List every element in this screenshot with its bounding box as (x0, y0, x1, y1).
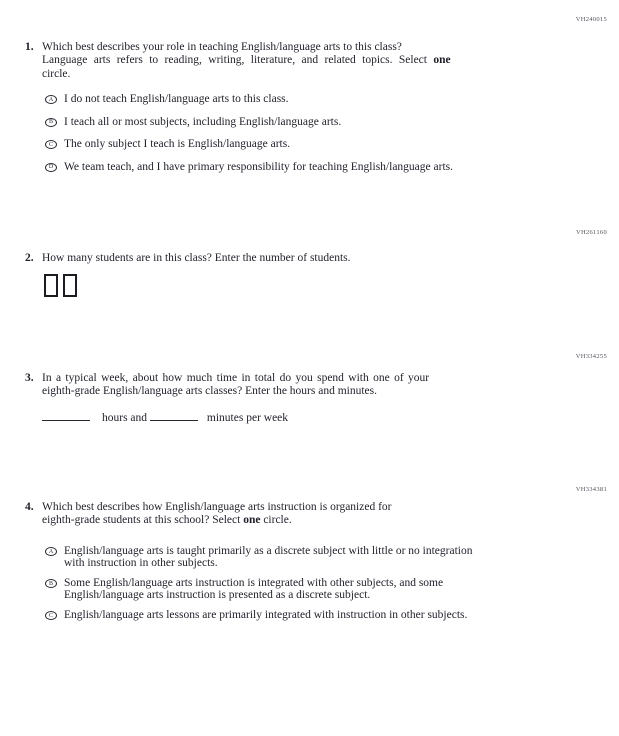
q1-option-b-circle-icon[interactable]: B (45, 118, 57, 127)
q1-option-a (45, 93, 453, 106)
q1-option-d-circle-icon[interactable]: D (45, 163, 57, 172)
q1-option-d-label: We team teach, and I have primary responsibility for teaching English/language arts. (64, 160, 453, 173)
q4-option-c-label (64, 610, 467, 622)
q4-option-a-line-1: English/language arts is taught primarily as a discrete subject with little or no integration (64, 545, 473, 557)
question-2-number: 2. (25, 252, 34, 264)
q4-option-a (45, 546, 472, 569)
question-1-stem-line-3: circle. (42, 67, 71, 80)
q4-option-b-line-2: English/language arts instruction is presented as a discrete subject. (64, 588, 371, 601)
q1-option-c-label: The only subject I teach is English/language arts. (64, 138, 291, 150)
q1-option-a-label: I do not teach English/language arts to this class. (64, 93, 289, 105)
question-1-stem (42, 41, 451, 81)
q1-option-c (45, 138, 453, 151)
q4-option-a-label (64, 546, 472, 569)
q1-option-b (45, 116, 453, 129)
question-4-stem-line-2 (42, 514, 392, 527)
q4-option-b (45, 578, 472, 601)
question-1-stem-line-1: Which best describes your role in teaching English/language arts to this class? (42, 41, 402, 53)
q1-option-c-circle-icon[interactable]: C (45, 140, 57, 149)
question-1-stem-line-2-emphasis: one (433, 54, 451, 67)
minutes-input-blank[interactable] (150, 409, 198, 421)
hours-input-blank[interactable] (42, 409, 90, 421)
question-1-number: 1. (25, 41, 34, 53)
question-1-stem-line-2-text: Language arts refers to reading, writing, literature, and related topics. Select (42, 54, 427, 67)
item-code-3: VH334255 (575, 353, 607, 360)
question-3-stem (42, 372, 429, 399)
question-4-options (45, 546, 472, 631)
q4-option-a-line-2: with instruction in other subjects. (64, 556, 218, 569)
question-3-stem-line-2: eighth-grade English/language arts classes? Enter the hours and minutes. (42, 385, 377, 398)
hours-label: hours and (102, 412, 148, 424)
question-2-stem-line-1: How many students are in this class? Enter the number of students. (42, 252, 351, 264)
q4-option-b-line-1: Some English/language arts instruction is integrated with other subjects, and some (64, 577, 444, 589)
q4-option-c-circle-icon[interactable]: C (45, 611, 57, 620)
question-4-stem-line-2-emphasis: one (243, 514, 261, 527)
question-3-number: 3. (25, 372, 34, 384)
question-4-stem-line-1: Which best describes how English/language arts instruction is organized for (42, 501, 392, 513)
q3-time-entry-row (42, 409, 288, 425)
item-code-1: VH240015 (575, 16, 607, 23)
q1-option-d (45, 161, 453, 174)
q4-option-c (45, 610, 472, 622)
q4-option-c-line-1: English/language arts lessons are primarily integrated with instruction in other subjects. (64, 609, 468, 621)
question-3-stem-line-1: In a typical week, about how much time in total do you spend with one of your (42, 372, 430, 384)
students-count-digit-box-2[interactable] (63, 274, 77, 297)
students-count-digit-box-1[interactable] (44, 274, 58, 297)
question-4-stem (42, 501, 392, 528)
question-1-stem-line-2 (42, 54, 451, 67)
item-code-2: VH261160 (575, 229, 607, 236)
question-4-number: 4. (25, 501, 34, 513)
q1-option-b-label: I teach all or most subjects, including English/language arts. (64, 115, 342, 128)
q4-option-b-label (64, 578, 443, 601)
q1-option-a-circle-icon[interactable]: A (45, 95, 57, 104)
question-4-stem-line-2-tail: circle. (263, 514, 292, 527)
question-2-stem (42, 252, 351, 265)
question-4-stem-line-2-text: eighth-grade students at this school? Select (42, 514, 241, 527)
q4-option-b-circle-icon[interactable]: B (45, 579, 57, 588)
question-1-options (45, 93, 453, 183)
minutes-label: minutes per week (206, 412, 289, 424)
q4-option-a-circle-icon[interactable]: A (45, 547, 57, 556)
item-code-4: VH334381 (575, 486, 607, 493)
